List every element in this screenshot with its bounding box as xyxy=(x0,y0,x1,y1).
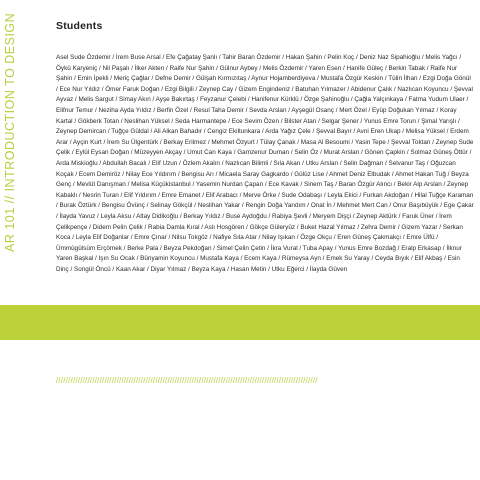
course-title: AR 101 // INTRODUCTION TO DESIGN xyxy=(3,12,17,252)
student-list: Asel Sude Özdemir / İrem Buse Arsal / Efe Çağatay Şanlı / Tahir Baran Özdemir / Hakan Şahin / Pelin Koç / Deniz Naz Sipahioğlu / Melis Yağcı / Öykü Karyeniç / Nil Paşalı / İlker Akten / Raife Nur Şahin / Gülnur Aybey / Melis Özdemir / Yaren Esen / Hanife Güleç / Berkin Tabak / Raife Nur Şahin / Emin İpekli / Meriç Çağlar / Defne Demir / Gülşah Kırmızıtaş / Aynur Hojamberdiyeva / Mustafa Özgür Keskin / Tülin İlhan / Ezgi Doğa Gönül / Ece Nur Yıldız / Ömer Faruk Doğan / Ezgi Bilgili / Zeynep Cay / Gizem Engindeniz / Batuhan Yılmazer / Abidenur Çalık / Nazlıcan Koyuncu / Şevval Ayvaz / Melis Sargut / Simay Akın / Ayşe Bakırtaş / Feyzanur Çelebi / Hanifenur Kürklü / Özge Şahinoğlu / Çağla Yalçınkaya / Fatma Yudum Ulaer / Elifnur Temur / Neziha Ayda Yıldız / Berfin Özel / Resul Taha Demir / Sevda Arslan / Ayşegül Osanç / Mert Özel / Eyüp Doğukan Yılmaz / Koray Kartal / Gökberk Totan / Neslihan Yüksel / Seda Harmantepe / Ece Sevim Özen / Bilster Atan / Selgar Şener / Yunus Emre Torun / Şimal Yarışlı / Zeynep Demircan / Tuğçe Güldal / Ali Alkan Bahadır / Cengiz Ekiltunkara / Arda Yağız Çele / Şevval Bayır / Avni Eren Ukap / Melisa Yüksel / Erdem Arar / Ayçin Kurt / İrem Su Ülgentürk / Berkay Erilmez / Mehmet Özyurt / Tülay Çanak / Masa Al Besoumi / Yasin Tepe / Şevval Toktan / Zeynep Sude Çelik / Eylül Eysan Doğan / Müzeyyen Akçay / Umut Can Kaya / Gamzenur Duman / Selin Öz / Murat Arslan / Gönen Çapkin / Solmaz Güneş Öttür / Arda Miskioğlu / Abdullah Bacalı / Elif Uzun / Özlem Akalın / Nazlıcan Bilimli / Sıla Akan / Utku Arslan / Selin Dağman / Selvanur Taş / Oğuzcan Koçak / Ecem Demiröz / Nilay Ece Yıldırım / Bengisu Arı / Micaela Saray Gagkardo / Gülüz Lise / Ahmet Deniz Elbudak / Ahmet Hakan Tuğ / Beyza Genç / Mevlüt Danışman / Melisa Küçükistanbul / Yasemin Nurdan Çapan / Ece Kavak / Sinem Taş / Baran Özgür Alıncı / Bekir Alp Arslan / Zeynep Kabaklı / Nesrin Turan / Elif Yıldırım / Emre Emanet / Elif Arabacı / Merve Örke / Sude Odabaşı / Leyla Ekici / Furkan Akdoğan / Hilal Tuğçe Karaman / Burak Öztürk / Bengisu Övünç / Selinay Gökçül / Neslihan Yakar / Rengin Doğa Yandım / Onat İn / Mehmet Mert Can / Onur Başıbüyük / Ege Çakar / İlayda Yavuz / Leyla Aksu / Altay Didikoğlu / Berkay Yıldız / Buse Aydoğdu / Rabiya Şevli / Meryem Dişçi / Zeynep Aktürk / Faruk Üner / İrem Çelikpençe / Didem Pelin Çelik / Rabia Damla Kıral / Aslı Hosgören / Gökçe Güleryüz / Buket Hazal Yılmaz / Zehra Demir / Gizem Yazar / Serkan Koca / Leyla Elif Doğanlar / Emre Çınar / Nilsu Tokgöz / Nafiye Sıla Atar / Nilay Işıkan / Özge Okçu / Eren Güneş Çakmakçı / Emre Ülfü / Ümmügülsüm Erçömek / Berke Pala / Beyza Pekdoğan / Simel Çelin Çetin / İkra Vural / Tuba Apay / Yunus Emre Bozdağ / Eralp Erkasap / İlknur Yaren Başkal / Işın Su Ocak / Bünyamin Koyuncu / Mustafa Kaya / Ecem Kaya / Rümeysa Ayn / Emek Su Yaray / Ceyda Bıyık / Elif Akbaş / Esin Dinç / Songül Öncü / Kaan Akar / Diyar Yılmaz / Beyza Kaya / Hasan Metin / Utku Eğerci / İlayda Güven xyxy=(56,54,474,273)
section-heading: Students xyxy=(56,20,103,32)
accent-band xyxy=(0,305,480,340)
main-content xyxy=(56,20,464,32)
left-sidebar xyxy=(0,0,32,305)
slash-divider: //////////////////////////////////////////////////////////////////////////////////////////////////////////// xyxy=(56,376,318,385)
